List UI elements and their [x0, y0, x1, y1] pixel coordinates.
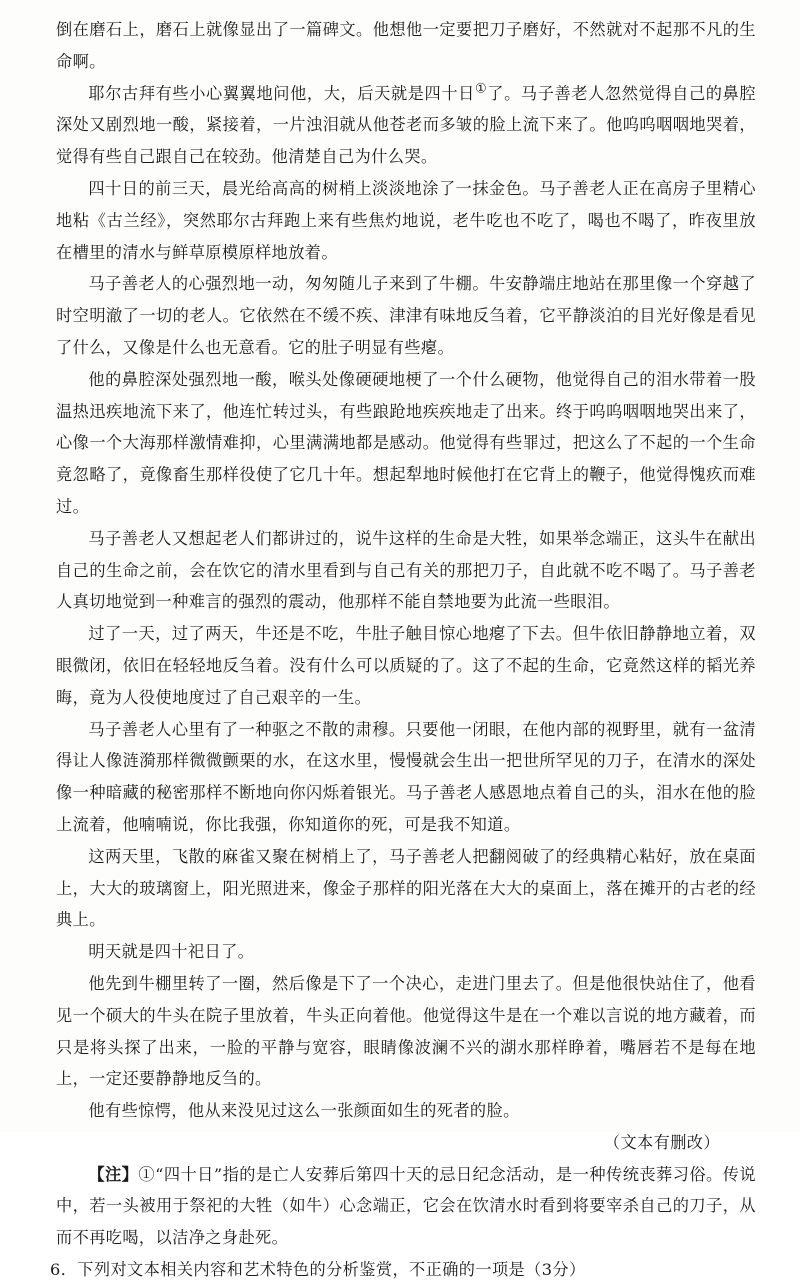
paragraph: 过了一天，过了两天，牛还是不吃，牛肚子触目惊心地瘪了下去。但牛依旧静静地立着，双眼微闭，依旧在轻轻地反刍着。没有什么可以质疑的了。这了不起的生命，它竟然这样的韬光养晦，竟为人役使地度过了自己艰辛的一生。 [56, 624, 756, 707]
paragraph-text: 了。马子善老人忽然觉得自己的鼻腔深处又剧烈地一酸，紧接着，一片浊泪就从他苍老而多皱的脸上流下来了。他呜呜咽咽地哭着，觉得有些自己跟自己在较劲。他清楚自己为什么哭。 [56, 83, 756, 167]
paragraph-text: 耶尔古拜有些小心翼翼地问他，大，后天就是四十日 [88, 83, 475, 103]
paragraph: 马子善老人的心强烈地一动，匆匆随儿子来到了牛棚。牛安静端庄地站在那里像一个穿越了时空明澈了一切的老人。它依然在不缓不疾、津津有味地反刍着，它平静淡泊的目光好像是看见了什么，又像是什么也无意看。它的肚子明显有些瘪。 [56, 274, 756, 357]
paragraph [56, 78, 756, 173]
paragraph: 倒在磨石上，磨石上就像显出了一篇碑文。他想他一定要把刀子磨好，不然就对不起那不凡的生命啊。 [56, 20, 756, 71]
paragraph: 明天就是四十祀日了。 [88, 942, 255, 962]
article-body [50, 14, 756, 1286]
source-note: （文本有删改） [603, 1132, 720, 1152]
paragraph: 他先到牛棚里转了一圈，然后像是下了一个决心，走进门里去了。但是他很快站住了，他看见一个硕大的牛头在院子里放着，牛头正向着他。他觉得这牛是在一个难以言说的地方藏着，而只是将头探了出来，一脸的平静与宽容，眼睛像波澜不兴的湖水那样睁着，嘴唇若不是每在地上，一定还要静静地反刍的。 [56, 973, 756, 1089]
paragraph: 这两天里，飞散的麻雀又聚在树梢上了，马子善老人把翻阅破了的经典精心粘好，放在桌面上，大大的玻璃窗上，阳光照进来，像金子那样的阳光落在大大的桌面上，落在摊开的古老的经典上。 [56, 846, 756, 930]
footnote-marker: ① [138, 1164, 156, 1184]
question-6: 6．下列对文本相关内容和艺术特色的分析鉴赏，不正确的一项是（3分） [50, 1260, 586, 1280]
footnote-marker: ① [475, 81, 488, 97]
footnote-label: 【注】 [88, 1164, 139, 1184]
paragraph: 他有些惊愕，他从来没见过这么一张颜面如生的死者的脸。 [88, 1101, 520, 1121]
footnote [56, 1159, 756, 1254]
footnote-text: “四十日”指的是亡人安葬后第四十天的忌日纪念活动，是一种传统丧葬习俗。传说中，若一头被用于祭祀的大牲（如牛）心念端正，它会在饮清水时看到将要宰杀自己的刀子，从而不再吃喝，以洁净之身赴死。 [56, 1164, 756, 1248]
paragraph: 四十日的前三天，晨光给高高的树梢上淡淡地涂了一抹金色。马子善老人正在高房子里精心地粘《古兰经》，突然耶尔古拜跑上来有些焦灼地说，老牛吃也不吃了，喝也不喝了，昨夜里放在槽里的清水与鲜草原模原样地放着。 [56, 178, 756, 262]
paragraph: 马子善老人心里有了一种驱之不散的肃穆。只要他一闭眼，在他内部的视野里，就有一盆清得让人像涟漪那样微微颤栗的水，在这水里，慢慢就会生出一把世所罕见的刀子，在清水的深处像一种暗藏的秘密那样不断地向你闪烁着银光。马子善老人感恩地点着自己的头，泪水在他的脸上流着，他喃喃说，你比我强，你知道你的死，可是我不知道。 [56, 719, 756, 834]
paragraph: 他的鼻腔深处强烈地一酸，喉头处像硬硬地梗了一个什么硬物，他觉得自己的泪水带着一股温热迅疾地流下来了，他连忙转过头，有些踉跄地疾疾地走了出来。终于呜呜咽咽地哭出来了，心像一个大海那样激情难抑，心里满满地都是感动。他觉得有些罪过，把这么了不起的一个生命竟忽略了，竟像畜生那样役使了它几十年。想起犁地时候他打在它背上的鞭子，他觉得愧疚而难过。 [56, 369, 756, 516]
paragraph: 马子善老人又想起老人们都讲过的，说牛这样的生命是大牲，如果举念端正，这头牛在献出自己的生命之前，会在饮它的清水里看到与自己有关的那把刀子，自此就不吃不喝了。马子善老人真切地觉到一种难言的强烈的震动，他那样不能自禁地要为此流一些眼泪。 [56, 528, 756, 612]
